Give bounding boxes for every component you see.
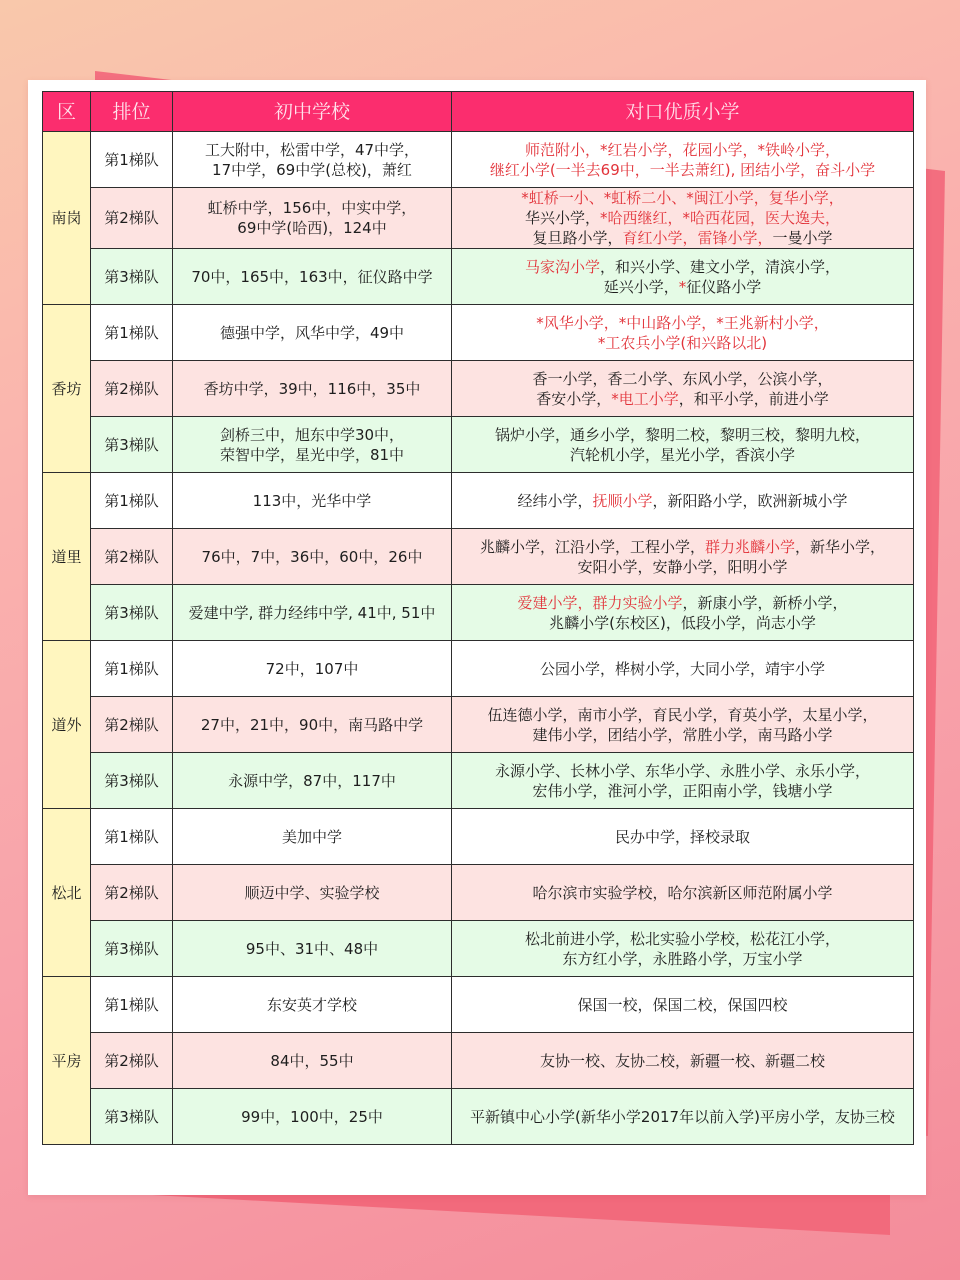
table-card (28, 80, 926, 1195)
middle-school-cell (173, 921, 452, 977)
middle-school-line: 27中，21中，90中，南马路中学 (200, 715, 424, 734)
middle-school-line: 99中，100中，25中 (241, 1107, 383, 1126)
district-cell: 道里 (43, 473, 91, 641)
middle-school-cell (173, 1089, 452, 1145)
middle-school-line: 工大附中，松雷中学，47中学， (204, 140, 420, 159)
rank-cell: 第3梯队 (91, 753, 173, 809)
table-row (43, 1033, 914, 1089)
school-text: 兆麟小学，江沿小学，工程小学， (479, 537, 705, 556)
rank-cell: 第2梯队 (91, 1033, 173, 1089)
middle-school-line: 美加中学 (281, 827, 342, 846)
school-text: 保国一校，保国二校，保国四校 (577, 995, 788, 1014)
school-text: 永源小学、长林小学、东华小学、永胜小学、永乐小学， (494, 761, 870, 780)
primary-school-line (458, 705, 907, 725)
middle-school-cell (173, 132, 452, 188)
school-text: ，和兴小学、建文小学，清滨小学， (600, 257, 841, 276)
district-cell: 松北 (43, 809, 91, 977)
primary-school-line (458, 929, 907, 949)
primary-school-line (458, 277, 907, 297)
middle-school-line: 德强中学，风华中学，49中 (219, 323, 405, 342)
school-text: 香安小学， (536, 389, 612, 408)
rank-cell: 第2梯队 (91, 529, 173, 585)
primary-school-cell (452, 641, 914, 697)
middle-school-line: 荣智中学，星光中学，81中 (219, 445, 405, 464)
table-row (43, 1089, 914, 1145)
school-text: 征仪路小学 (686, 277, 762, 296)
school-text: 建伟小学，团结小学，常胜小学，南马路小学 (532, 725, 833, 744)
school-text: 公园小学，桦树小学，大同小学，靖宇小学 (539, 659, 825, 678)
table-row (43, 249, 914, 305)
highlighted-school-text: *风华小学，*中山路小学，*王兆新村小学， (536, 313, 829, 332)
primary-school-line (458, 140, 907, 160)
middle-school-line: 剑桥三中，旭东中学30中， (219, 425, 405, 444)
middle-school-line: 72中，107中 (265, 659, 359, 678)
highlighted-school-text: *工农兵小学(和兴路以北) (597, 333, 768, 352)
middle-school-line: 顺迈中学、实验学校 (244, 883, 380, 902)
table-body (43, 132, 914, 1145)
middle-school-line: 113中，光华中学 (252, 491, 372, 510)
primary-school-line (458, 725, 907, 745)
table-row (43, 585, 914, 641)
school-text: ，新康小学，新桥小学， (682, 593, 848, 612)
school-text: 友协一校、友协二校，新疆一校、新疆二校 (539, 1051, 825, 1070)
primary-school-line (458, 389, 907, 409)
table-row (43, 865, 914, 921)
primary-school-line (458, 188, 907, 208)
rank-cell: 第3梯队 (91, 921, 173, 977)
middle-school-cell (173, 1033, 452, 1089)
middle-school-line: 69中学(哈西)，124中 (237, 219, 387, 237)
school-text: ，新阳路小学，欧洲新城小学 (652, 491, 848, 510)
middle-school-line: 虹桥中学，156中，中实中学， (207, 199, 417, 217)
primary-school-cell (452, 865, 914, 921)
school-text: 兆麟小学(东校区)，低段小学，尚志小学 (549, 613, 816, 632)
primary-school-cell (452, 753, 914, 809)
primary-school-line (458, 761, 907, 781)
primary-school-cell (452, 417, 914, 473)
rank-cell: 第1梯队 (91, 977, 173, 1033)
school-text: 复旦路小学， (532, 229, 623, 247)
highlighted-school-text: *哈西继红，*哈西花园，医大逸夫， (600, 209, 841, 227)
middle-school-cell (173, 865, 452, 921)
district-cell: 平房 (43, 977, 91, 1145)
primary-school-line (458, 228, 907, 248)
school-text: 伍连德小学，南市小学，育民小学，育英小学，太星小学， (487, 705, 878, 724)
primary-school-line (458, 208, 907, 228)
middle-school-line: 爱建中学, 群力经纬中学, 41中, 51中 (188, 603, 436, 622)
highlighted-school-text: 师范附小，*红岩小学，花园小学，*铁岭小学， (524, 140, 840, 159)
district-cell: 道外 (43, 641, 91, 809)
table-row (43, 921, 914, 977)
middle-school-line: 香坊中学，39中，116中，35中 (203, 379, 421, 398)
header-rank: 排位 (91, 92, 173, 132)
rank-cell: 第2梯队 (91, 697, 173, 753)
primary-school-line (458, 160, 907, 180)
table-row (43, 529, 914, 585)
middle-school-line: 95中、31中、48中 (245, 939, 379, 958)
table-row (43, 305, 914, 361)
district-cell: 香坊 (43, 305, 91, 473)
middle-school-line: 永源中学，87中，117中 (228, 771, 396, 790)
primary-school-line (458, 593, 907, 613)
primary-school-line (458, 995, 907, 1015)
middle-school-cell (173, 977, 452, 1033)
highlighted-school-text: *电工小学 (611, 389, 679, 408)
primary-school-line (458, 313, 907, 333)
school-text: 安阳小学，安静小学，阳明小学 (577, 557, 788, 576)
primary-school-line (458, 369, 907, 389)
highlighted-school-text: 育红小学，雷锋小学， (622, 229, 773, 247)
primary-school-cell (452, 188, 914, 249)
rank-cell: 第1梯队 (91, 809, 173, 865)
school-zoning-table (42, 91, 914, 1145)
table-row (43, 641, 914, 697)
highlighted-school-text: 群力兆麟小学 (704, 537, 795, 556)
middle-school-cell (173, 529, 452, 585)
rank-cell: 第1梯队 (91, 641, 173, 697)
middle-school-cell (173, 753, 452, 809)
rank-cell: 第2梯队 (91, 865, 173, 921)
primary-school-line (458, 333, 907, 353)
primary-school-line (458, 257, 907, 277)
primary-school-cell (452, 132, 914, 188)
middle-school-cell (173, 361, 452, 417)
primary-school-line (458, 781, 907, 801)
school-text: 宏伟小学，淮河小学，正阳南小学，钱塘小学 (532, 781, 833, 800)
primary-school-cell (452, 249, 914, 305)
table-row (43, 809, 914, 865)
primary-school-line (458, 425, 907, 445)
highlighted-school-text: * (678, 277, 687, 296)
school-text: ，新华小学， (795, 537, 886, 556)
header-middle-school: 初中学校 (173, 92, 452, 132)
table-row (43, 188, 914, 249)
middle-school-line: 东安英才学校 (266, 995, 357, 1014)
table-row (43, 361, 914, 417)
school-text: 华兴小学， (524, 209, 600, 227)
school-text: ，和平小学，前进小学 (678, 389, 829, 408)
middle-school-cell (173, 305, 452, 361)
middle-school-cell (173, 641, 452, 697)
primary-school-cell (452, 921, 914, 977)
highlighted-school-text: 爱建小学，群力实验小学 (517, 593, 683, 612)
primary-school-line (458, 827, 907, 847)
primary-school-cell (452, 361, 914, 417)
school-text: 一曼小学 (772, 229, 833, 247)
table-row (43, 697, 914, 753)
highlighted-school-text: *虹桥一小、*虹桥二小、*闽江小学，复华小学， (521, 189, 844, 207)
middle-school-cell (173, 249, 452, 305)
school-text: 锅炉小学，通乡小学，黎明二校，黎明三校，黎明九校， (494, 425, 870, 444)
primary-school-line (458, 659, 907, 679)
primary-school-line (458, 491, 907, 511)
decorative-background-panel-bottom (60, 1190, 890, 1235)
middle-school-cell (173, 473, 452, 529)
rank-cell: 第1梯队 (91, 305, 173, 361)
highlighted-school-text: 抚顺小学 (592, 491, 653, 510)
middle-school-line: 70中，165中，163中，征仪路中学 (191, 267, 433, 286)
district-cell: 南岗 (43, 132, 91, 305)
rank-cell: 第3梯队 (91, 1089, 173, 1145)
rank-cell: 第1梯队 (91, 132, 173, 188)
table-row (43, 132, 914, 188)
school-text: 香一小学，香二小学、东风小学，公滨小学， (532, 369, 833, 388)
primary-school-line (458, 883, 907, 903)
primary-school-cell (452, 305, 914, 361)
middle-school-cell (173, 809, 452, 865)
school-text: 松北前进小学，松北实验小学校，松花江小学， (524, 929, 840, 948)
school-text: 延兴小学， (603, 277, 679, 296)
middle-school-line: 76中，7中，36中，60中，26中 (201, 547, 423, 566)
school-text: 经纬小学， (517, 491, 593, 510)
primary-school-cell (452, 1089, 914, 1145)
highlighted-school-text: 马家沟小学 (524, 257, 600, 276)
primary-school-line (458, 1051, 907, 1071)
table-row (43, 417, 914, 473)
table-row (43, 753, 914, 809)
primary-school-cell (452, 977, 914, 1033)
middle-school-cell (173, 188, 452, 249)
school-text: 民办中学，择校录取 (614, 827, 750, 846)
primary-school-line (458, 445, 907, 465)
primary-school-line (458, 557, 907, 577)
primary-school-cell (452, 809, 914, 865)
middle-school-line: 84中，55中 (270, 1051, 354, 1070)
rank-cell: 第3梯队 (91, 585, 173, 641)
school-text: 东方红小学，永胜路小学，万宝小学 (562, 949, 803, 968)
middle-school-cell (173, 585, 452, 641)
primary-school-cell (452, 585, 914, 641)
rank-cell: 第2梯队 (91, 361, 173, 417)
school-text: 汽轮机小学，星光小学，香滨小学 (569, 445, 795, 464)
header-primary-school: 对口优质小学 (452, 92, 914, 132)
primary-school-line (458, 613, 907, 633)
primary-school-line (458, 537, 907, 557)
highlighted-school-text: 继红小学(一半去69中，一半去萧红), 团结小学，奋斗小学 (489, 160, 876, 179)
rank-cell: 第3梯队 (91, 417, 173, 473)
header-district: 区 (43, 92, 91, 132)
primary-school-cell (452, 473, 914, 529)
primary-school-cell (452, 529, 914, 585)
school-text: 平新镇中心小学(新华小学2017年以前入学)平房小学，友协三校 (470, 1107, 895, 1126)
school-text: 哈尔滨市实验学校，哈尔滨新区师范附属小学 (532, 883, 833, 902)
primary-school-cell (452, 1033, 914, 1089)
rank-cell: 第3梯队 (91, 249, 173, 305)
primary-school-line (458, 1107, 907, 1127)
middle-school-cell (173, 417, 452, 473)
primary-school-line (458, 949, 907, 969)
rank-cell: 第1梯队 (91, 473, 173, 529)
table-row (43, 473, 914, 529)
table-header-row (43, 92, 914, 132)
middle-school-cell (173, 697, 452, 753)
rank-cell: 第2梯队 (91, 188, 173, 249)
primary-school-cell (452, 697, 914, 753)
table-row (43, 977, 914, 1033)
middle-school-line: 17中学，69中学(总校)，萧红 (212, 160, 412, 179)
